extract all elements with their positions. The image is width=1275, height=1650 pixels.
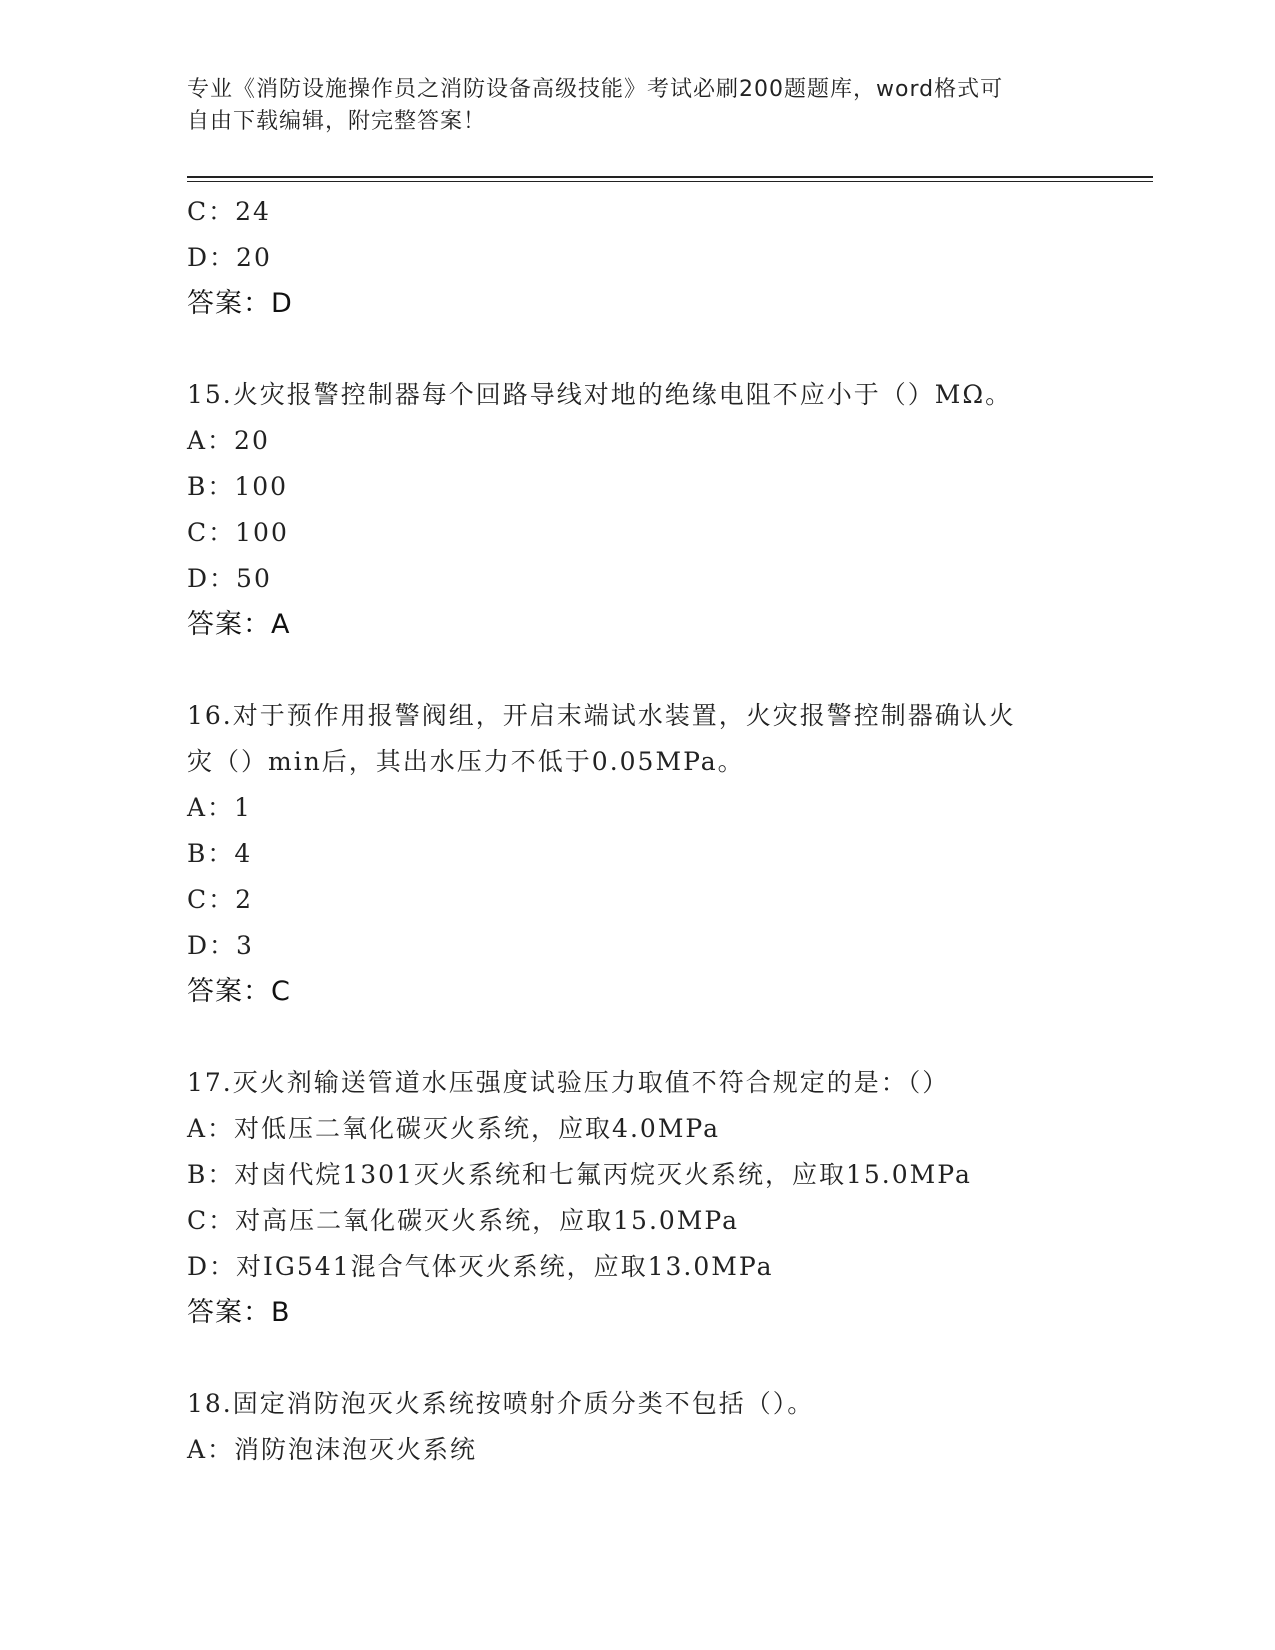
- option-d: D：3: [187, 931, 254, 960]
- document-header: [187, 74, 1067, 138]
- question-18: [187, 1381, 1087, 1473]
- option-b: B：100: [187, 472, 289, 501]
- answer: 答案：D: [187, 288, 293, 319]
- question-stem: 17.灭火剂输送管道水压强度试验压力取值不符合规定的是：（）: [187, 1068, 950, 1097]
- question-list: [187, 189, 1087, 1473]
- option-d: D：50: [187, 564, 272, 593]
- option-a: A：20: [187, 426, 270, 455]
- header-line-1: 专业《消防设施操作员之消防设备高级技能》考试必刷200题题库，word格式可: [187, 77, 1004, 102]
- answer: 答案：C: [187, 976, 291, 1007]
- question-17: [187, 1060, 1087, 1336]
- question-16: [187, 693, 1087, 1015]
- option-d: D：20: [187, 243, 272, 272]
- option-a: A：1: [187, 793, 252, 822]
- option-c: C：100: [187, 518, 289, 547]
- header-line-2: 自由下载编辑，附完整答案！: [187, 109, 487, 134]
- question-14-continuation: [187, 189, 1087, 327]
- option-d: D：对IG541混合气体灭火系统，应取13.0MPa: [187, 1252, 774, 1281]
- question-stem: 15.火灾报警控制器每个回路导线对地的绝缘电阻不应小于（）MΩ。: [187, 380, 1013, 409]
- question-stem-line-2: 灾（）min后，其出水压力不低于0.05MPa。: [187, 747, 745, 776]
- option-c: C：24: [187, 197, 271, 226]
- question-stem-line-1: 16.对于预作用报警阀组，开启末端试水装置，火灾报警控制器确认火: [187, 701, 1016, 730]
- answer: 答案：B: [187, 1297, 291, 1328]
- question-15: [187, 372, 1087, 648]
- answer: 答案：A: [187, 609, 291, 640]
- option-a: A：消防泡沫泡灭火系统: [187, 1435, 478, 1464]
- header-divider-thick: [187, 176, 1153, 178]
- option-b: B：4: [187, 839, 253, 868]
- option-c: C：2: [187, 885, 254, 914]
- header-divider-thin: [187, 181, 1153, 182]
- option-a: A：对低压二氧化碳灭火系统，应取4.0MPa: [187, 1114, 721, 1143]
- option-b: B：对卤代烷1301灭火系统和七氟丙烷灭火系统，应取15.0MPa: [187, 1160, 972, 1189]
- option-c: C：对高压二氧化碳灭火系统，应取15.0MPa: [187, 1206, 739, 1235]
- question-stem: 18.固定消防泡灭火系统按喷射介质分类不包括（）。: [187, 1389, 815, 1418]
